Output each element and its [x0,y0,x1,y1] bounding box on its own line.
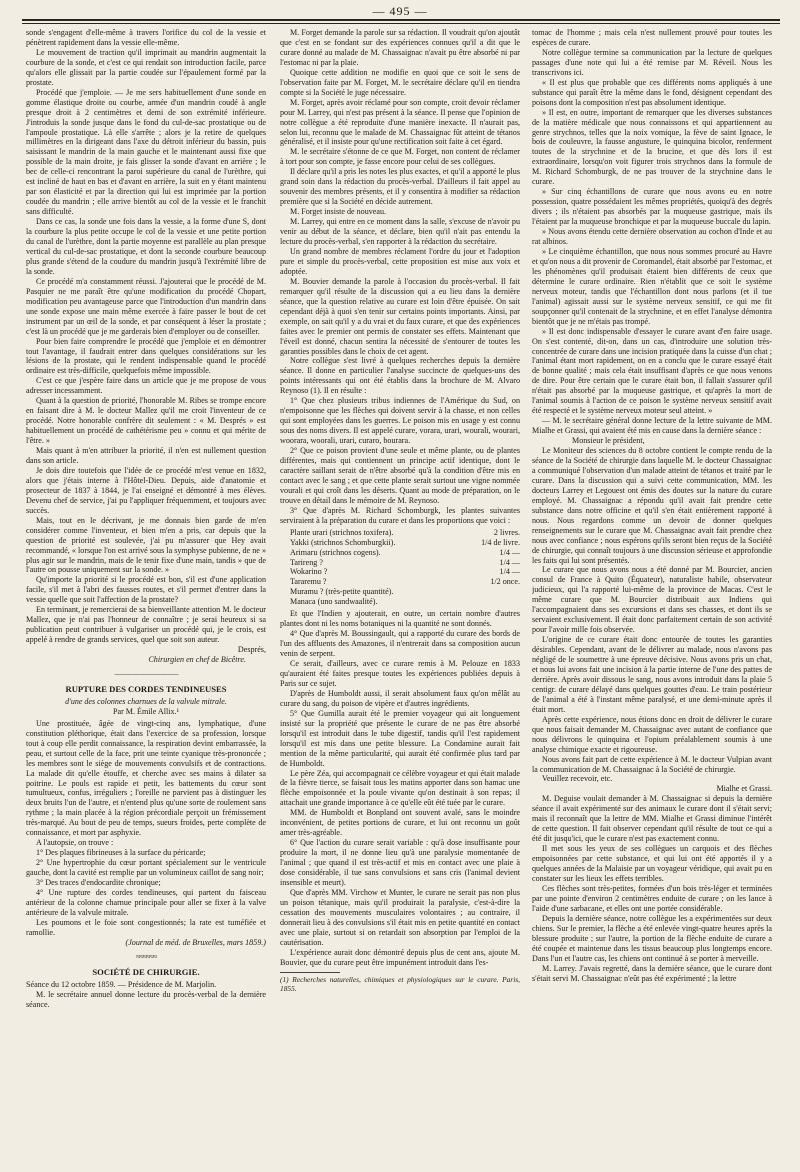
paragraph: 3° Que d'après M. Richard Schomburgk, les plantes suivantes serviraient à la préparation du curare et dans les proportions que voici : [280,505,520,525]
paragraph: Quant à la question de priorité, l'honorable M. Ribes se trompe encore en faisant dire à M. le docteur Mallez qu'il me croit l'inventeur de ce procédé. Notre honorable confrère dit seulement : « M. Després » est habituellement un procédé de cathétérisme peu » connu et qui mérite de l'être. » [26,396,266,446]
paragraph: Ce serait, d'ailleurs, avec ce curare remis à M. Pelouze en 1833 qu'auraient été faites presque toutes les expériences publiées depuis à Paris sur ce sujet. [280,659,520,688]
paragraph: Mais, tout en le décrivant, je me donnais bien garde de m'en considérer comme l'inventeur, et bien m'en a pris, car depuis que la question de priorité est soulevée, j'ai pu m'assurer que Hey avait recommandé, « lorsque l'on est arrivé sous la symphyse pubienne, de ne » plus agir sur le mandrin, mais de le tenir fixe d'une main, tandis » que de l'autre on pousse uniquement sur la sonde. » [26,515,266,575]
paragraph: Quoique cette addition ne modifie en quoi que ce soit le sens de l'observation faite par M. Forget, M. le secrétaire déclare qu'il en tiendra compte si la Société le juge nécessaire. [280,67,520,97]
article-author: Par M. Émile Allix.¹ [112,706,180,716]
paragraph: Le mouvement de traction qu'il imprimait au mandrin augmentait la courbure de la sonde, et c'est ce qui rendait son introduction facile, parce qu'alors elle glissait par la partie coudée sur l'épaulement formé par la prostate. [26,47,266,87]
list-item: 1° Des plaques fibrineuses à la surface du péricarde; [36,848,206,858]
paragraph: » Il est, en outre, important de remarquer que les diverses substances de la matière médicale que nous connaissons et qui appartiennent au genre strychnos, telles que la noix vomique, la fève de saint Ignace, le bois de couleuvre, la fausse angusture, le quinquina bicolor, renferment toutes de la strychnine et de la brucine, et que dès lors il est extraordinaire, lorsqu'on voit figurer trois strychnos dans la formule de M. Richard Schomburgk, de ne pas trouver de la strychnine dans le curare. [532,107,772,187]
paragraph: A l'autopsie, on trouve : [36,838,114,848]
paragraph: Ces flèches sont très-petites, formées d'un bois très-léger et terminées par une pointe d'environ 2 centimètres enduite de curare ; on les lance à l'aide d'une sarbacane, et elles ont une portée considérable. [532,883,772,913]
list-item: 3° Des traces d'endocardite chronique; [36,878,161,888]
signature-name: Després, [237,645,266,655]
paragraph: D'après de Humboldt aussi, il serait absolument faux qu'on mêlât au curare du sang, du poison de vipère et d'autres ingrédients. [280,688,520,708]
recipe-plant-name: Plante urari (strichnos toxifera). [290,527,394,537]
paragraph: — M. le secrétaire général donne lecture de la lettre suivante de MM. Mialhe et Grassi, qui avaient été mis en cause dans la dernière séance : [532,416,772,436]
recipe-plant-name: Yakki (strichnos Schomburgkii). [290,537,396,547]
paragraph: 1° Que chez plusieurs tribus indiennes de l'Amérique du Sud, on n'empoisonne que les flèches qui doivent servir à la chasse, et non celles qui sont employées dans les guerres. Le poison mis en usage y est connu sous des noms divers. Il est appelé curare, vorara, urari, wourali, wourari, woorara, woorali, urari, curaro, bourara. [280,396,520,446]
paragraph: Le curare que nous avons nous a été donné par M. Bourcier, ancien consul de France à Quito (Équateur), naturaliste habile, observateur judicieux, qui l'a rapporté lui-même de la province de Macas. C'est le même curare que M. Bourcier distribuait aux Indiens qui l'accompagnaient dans ses excursions et dans ses chasses, et dont ils se servaient exclusivement. Il était donc parfaitement certain de son activité pour l'avoir mille fois observée. [532,565,772,635]
paragraph: Mais quant à m'en attribuer la priorité, il n'en est nullement question dans son article. [26,446,266,465]
header-rule-thin [22,23,780,24]
paragraph: Nous avons fait part de cette expérience à M. le docteur Vulpian avant la communication de M. Chassaignac à la Société de chirurgie. [532,754,772,774]
column-1 [26,28,266,1166]
paragraph: M. Bouvier demande la parole à l'occasion du procès-verbal. Il fait remarquer qu'il résulte de la discussion qui a eu lieu dans la dernière séance, que la question relative au curare est loin d'être épuisée. On sait cependant déjà à quoi s'en tenir sur certains points importants. Ainsi, par exemple, on sait qu'il y a du vrai et du faux curare, et que des expériences faites avec le premier ont permis de constater ses effets. Maintenant que l'éveil est donné, chacun sentira la nécessité de s'entourer de toutes les garanties possibles dans le choix de cet agent. [280,276,520,356]
recipe-quantity: 1/4 — [499,557,520,567]
list-item: 2° Une hypertrophie du cœur portant spécialement sur le ventricule gauche, dont la cavité est remplie par un volumineux caillot de sang noir; [26,858,266,878]
salutation: Monsieur le président, [572,436,645,446]
recipe-plant-name: Tarireng ? [290,557,323,567]
paragraph: Il déclare qu'il a pris les notes les plus exactes, et qu'il a apporté le plus grand soin dans la rédaction du procès-verbal. D'ailleurs il fait appel au souvenir des membres présents, et il y consentira à modifier sa rédaction première que si la Société en décide autrement. [280,167,520,207]
footnote: (1) Recherches naturelles, chimiques et physiologiques sur le curare. Paris, 1855. [280,974,520,993]
section-title: SOCIÉTÉ DE CHIRURGIE. [92,966,200,977]
paragraph: L'expérience aurait donc démontré depuis plus de cent ans, ajoute M. Bouvier, que du curare peut être impunément introduit dans l'es- [280,947,520,967]
ornament-divider: ≈≈≈≈≈≈ [135,951,157,961]
paragraph: C'est ce que j'espère faire dans un article que je me propose de vous adresser incessamment. [26,376,266,396]
recipe-quantity: 1/4 — [499,547,520,557]
recipe-quantity: 1/4 — [499,567,520,577]
paragraph: M. le secrétaire s'étonne de ce que M. Forget, non content de réclamer à tort pour son compte, je fasse encore pour celui de ses collègues. [280,147,520,167]
column-2 [280,28,520,1166]
recipe-row [290,567,520,577]
paragraph: Depuis la dernière séance, notre collègue les a expérimentées sur deux chiens. Sur le premier, la flèche a été enlevée vingt-quatre heures après la blessure produite ; sur l'autre, la portion de la flèche enduite de curare a été coupée et maintenue dans les tissus beaucoup plus longtemps encore. Dans l'un et l'autre cas, les chiens ont continué à se porter à merveille. [532,913,772,963]
header-rule [22,19,780,21]
recipe-row [290,558,520,568]
paragraph: M. Deguise voulait demander à M. Chassaignac si depuis la dernière séance il avait expérimenté sur des animaux le curare dont il s'était servi; mais il reconnaît que la lettre de MM. Mialhe et Grassi diminue l'intérêt de cette question. Il fait observer cependant qu'il résulte de tout ce qui a été dit jusqu'ici, que le curare n'est pas exactement connu. [532,794,772,844]
paragraph: L'origine de ce curare était donc entourée de toutes les garanties désirables. Cependant, avant de le délivrer au malade, nous n'avons pas négligé de le soumettre à une épreuve décisive. Nous avons pris un chat, et nous lui avons fait une incision à la partie interne de l'une des pattes de derrière. Après avoir dissous le sang, nous avons introduit dans la plaie 5 centigr. de curare délayé dans quelques gouttes d'eau. Le train postérieur de l'animal a été à l'instant même paralysé, et une demi-minute après il était mort. [532,635,772,714]
paragraph: Le père Zéa, qui accompagnait ce célèbre voyageur et qui était malade de la fièvre tierce, se faisait tous les matins apporter dans son hamac une flèche empoisonnée et la poule vivante qu'on destinait à son repas; il attachait une grande importance à ce qu'elle eût été tuée par le curare. [280,768,520,808]
recipe-plant-name: Arimaru (strichnos cogens). [290,547,381,557]
paragraph: Une prostituée, âgée de vingt-cinq ans, lymphatique, d'une constitution pléthorique, était dans l'exercice de sa profession, lorsque tout à coup elle perdit connaissance, la respiration devint embarrassée, la peau, et surtout celle de la face, prit une teinte cyanique très-prononcée ; les membres sont le siège de mouvements convulsifs et de contractions. La malade dit qu'elle étouffe, et cherche avec ses mains à dilater sa poitrine. Le pouls est rapide et petit, les battements du cœur sont tumultueux, confus, irréguliers ; l'oreille ne parvient pas à distinguer les deux bruits l'un de l'autre, et n'entend plus qu'une sorte de roulement sans rythme ; la main placée à la région précordiale perçoit un frémissement très-marqué. Au bout de peu de temps, sueurs froides, perte complète de connaissance, et mort par asphyxie. [26,718,266,838]
recipe-quantity: 2 livres. [493,527,520,537]
recipe-row [290,587,520,597]
recipe-list [290,528,520,608]
paragraph: » Il est donc indispensable d'essayer le curare avant d'en faire usage. On s'est contenté, dit-on, dans un cas, d'introduire une solution très-concentrée de curare dans une incision pratiquée dans la cuisse d'un chat ; l'animal étant mort rapidement, on en a conclu que le curare essayé était de bonne qualité ; mais cela était insuffisant d'après ce que nous venons de dire. Pour être certain que le curare était bon, il fallait s'assurer qu'il n'était pas absorbé par la muqueuse gastrique, et qu'après la mort de l'animal soumis à l'action de ce poison le système nerveux sensitif avait été respecté et le système nerveux moteur seul atteint. » [532,326,772,416]
paragraph: Pour bien faire comprendre le procédé que j'emploie et en démontrer tout l'avantage, il faudrait entrer dans quelques considérations sur les lésions de la prostate, qui le rendent indispensable quand le procédé ordinaire est très-difficile, quelquefois même impossible. [26,336,266,376]
paragraph: Notre collègue s'est livré à quelques recherches depuis la dernière séance. Il donne en particulier l'analyse succincte de quelques-uns des points intéressants qui ont été établis dans la brochure de M. Alvaro Reynoso (1). Il en résulte : [280,356,520,396]
recipe-row [290,548,520,558]
recipe-row [290,597,520,607]
footnote-rule [280,972,340,973]
recipe-plant-name: Muramu ? (très-petite quantité). [290,587,394,597]
paragraph: M. le secrétaire annuel donne lecture du procès-verbal de la dernière séance. [26,989,266,1009]
recipe-plant-name: Manaca (uno sandwaalité). [290,597,378,607]
recipe-quantity: 1/2 once. [490,577,520,587]
paragraph: Après cette expérience, nous étions donc en droit de délivrer le curare que nous faisait demander M. Chassaignac avec autant de confiance que nous délivrons le quinquina et l'opium préalablement soumis à une analyse chimique exacte et rigoureuse. [532,714,772,754]
paragraph: Un grand nombre de membres réclament l'ordre du jour et l'adoption pure et simple du procès-verbal, cette proposition est mise aux voix et adoptée. [280,246,520,276]
paragraph: M. Forget demande la parole sur sa rédaction. Il voudrait qu'on ajoutât que c'est en se fondant sur des expériences connues qu'il a dit que le curare donné au malade de M. Chassaignac n'avait pu être absorbé ni par l'estomac ni par la plaie. [280,28,520,67]
signature: Mialhe et Grassi. [716,784,772,794]
paragraph: » Le cinquième échantillon, que nous nous sommes procuré au Havre et qu'on nous a dit provenir de Coromandel, était absorbé par l'estomac, et les phénomènes qu'il produisait étaient bien différents de ceux que détermine le curare ordinaire. Rien n'établit que ce soit le système nerveux moteur, tandis que l'échantillon dont nous parlons (et il tue l'animal) agissait aussi sur le système nerveux sensitif, ce qui me fit soupçonner qu'il contenait de la strychnine, et en effet l'analyse démontra bientôt que je ne m'étais pas trompé. [532,246,772,326]
column-3 [532,28,772,1166]
signature-title: Chirurgien en chef de Bicêtre. [148,655,246,665]
paragraph: Notre collègue termine sa communication par la lecture de quelques passages d'une note qui lui a été remise par M. Réveil. Nous les transcrivons ici. [532,47,772,77]
paragraph: Il met sous les yeux de ses collègues un carquois et des flèches empoisonnées par cette substance, et qui lui ont été apportés il y a quelques années de la Malaisie par un voyageur véridique, qui avait pu en constater sur les lieux les effets terribles. [532,844,772,884]
paragraph: Le Moniteur des sciences du 8 octobre contient le compte rendu de la séance de la Société de chirurgie dans laquelle M. le docteur Chassaignac a communiqué l'observation d'un malade atteint de tétanos et traité par le curare. Dans la discussion qui a suivi cette communication, MM. les docteurs Larrey et Legouest ont émis des doutes sur la nature du curare employé. M. Chassaignac a répondu qu'il avait fait prendre cette substance dans notre officine et qu'il s'en était entièrement rapporté à nous. Nous regardons comme un devoir de donner quelques renseignements sur le curare que M. Chassaignac avait fait prendre chez nous avec confiance ; nous espérons qu'ils seront bien reçus de la Société de chirurgie, qui connaît toujours à une discussion sérieuse et approfondie les faits qui lui sont présentés. [532,446,772,565]
session-line: Séance du 12 octobre 1859. — Présidence de M. Marjolin. [26,979,217,989]
article-subtitle: d'une des colonnes charnues de la valvule mitrale. [65,696,227,706]
paragraph: Qu'importe la priorité si le procédé est bon, s'il est d'une application facile, s'il met à l'abri des fausses routes, et s'il permet d'entrer dans la vessie quelle que soit l'affection de la prostate? [26,575,266,605]
article-title: RUPTURE DES CORDES TENDINEUSES [65,683,227,694]
paragraph: Ce procédé m'a constamment réussi. J'ajouterai que le procédé de M. Pasquier ne me paraît être qu'une modification du procédé Chopart, modification peu avantageuse parce que l'introduction d'un mandrin dans une sonde expose une main même exercée à faire passer le bout de cet instrument par un œil de la sonde, et par conséquent à léser la prostate ; c'est là un procédé que je me garderais bien d'employer ou de conseiller. [26,276,266,336]
paragraph: 4° Que d'après M. Boussingault, qui a rapporté du curare des bords de l'un des affluents des Amazones, il n'entrerait dans sa composition aucun venin de serpent. [280,629,520,659]
paragraph: Veuillez recevoir, etc. [542,774,613,784]
recipe-quantity: 1/4 de livre. [481,537,520,547]
paragraph: Dans ce cas, la sonde une fois dans la vessie, a la forme d'une S, dont la courbure la plus petite occupe le col de la vessie et une petite portion du canal de l'urèthre, dont la partie moyenne est parallèle au plan presque vertical du cul-de-sac prostatique, et dont la seconde courbure beaucoup plus grande s'étend de la coudure du mandrin jusqu'à l'extrémité libre de la sonde. [26,217,266,276]
paragraph: MM. de Humboldt et Bonpland ont souvent avalé, sans le moindre inconvénient, de petites portions de curare, et lui ont reconnu un goût amer très-agréable. [280,808,520,838]
paragraph: » Sur cinq échantillons de curare que nous avons eu en notre possession, quatre possédaient les mêmes propriétés, quoiqu'à des degrés divers ; ils n'étaient pas absorbés par la muqueuse gastrique, mais ils l'étaient par la muqueuse bronchique et par la muqueuse buccale du lapin. [532,187,772,227]
paragraph: 5° Que Gumilla aurait été le premier voyageur qui ait longuement insisté sur la propriété que présente le curare de ne pas être absorbé lorsqu'il est introduit dans le tube digestif, tandis qu'il l'est rapidement lorsqu'il est mis dans une petite blessure. La Condamine aurait fait mention de la même particularité, qui aurait été confirmée plus tard par de Humboldt. [280,708,520,768]
recipe-plant-name: Wokarino ? [290,567,328,577]
recipe-plant-name: Tararemu ? [290,577,327,587]
recipe-row [290,528,520,538]
paragraph: M. Larrey. J'avais regretté, dans la dernière séance, que le curare dont s'était servi M. Chassaignac n'eût pas été expérimenté ; la lettre [532,963,772,983]
paragraph: En terminant, je remercierai de sa bienveillante attention M. le docteur Mallez, que je n'ai pas l'honneur de connaître ; je serai heureux si sa publication peut contribuer à vulgariser un procédé qui, je le crois, est appelé à rendre de grands services, quel que soit son auteur. [26,605,266,645]
paragraph: sonde s'engagent d'elle-même à travers l'orifice du col de la vessie et pénètrent rapidement dans la vessie elle-même. [26,28,266,47]
paragraph: Les poumons et le foie sont congestionnés; la rate est tuméfiée et ramollie. [26,917,266,937]
paragraph: M. Larrey, qui entre en ce moment dans la salle, s'excuse de n'avoir pu venir au début de la séance, et déclare, bien qu'il n'ait pas entendu la lecture du procès-verbal, s'en rapporter à la rédaction du secrétaire. [280,217,520,247]
paragraph: tomac de l'homme ; mais cela n'est nullement prouvé pour toutes les espèces de curare. [532,28,772,47]
paragraph: Que d'après MM. Virchow et Munter, le curare ne serait pas non plus un poison tétanique, mais qu'il produirait la paralysie, c'est-à-dire la cessation des mouvements musculaires volontaires ; au contraire, il donnerait lieu à des convulsions s'il était mis en petite quantité en contact avec une plaie, surtout si on retardait son absorption par l'emploi de la cautérisation. [280,887,520,947]
recipe-row [290,577,520,587]
recipe-row [290,538,520,548]
paragraph: M. Forget insiste de nouveau. [290,207,387,217]
page-number: — 495 — [372,4,428,18]
paragraph: 6° Que l'action du curare serait variable : qu'à dose insuffisante pour produire la mort, il ne donne lieu qu'à une paralysie momentanée de l'animal ; que quand il est très-actif et mis en contact avec une plaie à dose considérable, il tue sans convulsions et sans cris (l'animal devient insensible et meurt). [280,838,520,888]
paragraph: 2° Que ce poison provient d'une seule et même plante, ou de plantes différentes, mais qui contiennent un principe actif identique, dont le caractère saillant serait de n'être absorbé qu'à la condition d'être mis en contact avec le sang ; et que cette plante serait surtout une vigne nommée vourali et qui croît dans les déserts. Quant au mode de préparation, on le trouve en détail dans le mémoire de M. Reynoso. [280,446,520,505]
paragraph: M. Forget, après avoir réclamé pour son compte, croit devoir réclamer pour M. Larrey, qui n'est pas présent à la séance. Il pense que l'opinion de notre collègue a été reproduite d'une manière inexacte. Il n'aurait pas, selon lui, reconnu que le malade de M. Chassaignac fût atteint de tétanos généralisé, et il insiste pour qu'une rectification soit faite à cet égard. [280,97,520,147]
paragraph: » Nous avons étendu cette dernière observation au cochon d'Inde et au rat albinos. [532,227,772,247]
paragraph: Je dois dire toutefois que l'idée de ce procédé m'est venue en 1832, alors que j'étais interne à l'Hôtel-Dieu. Depuis, aide d'anatomie et prosecteur de 1837 à 1844, je l'ai enseigné et démontré à mes élèves. Devenu chef de service, j'ai pu l'appliquer fréquemment, et toujours avec succès. [26,465,266,515]
paragraph: Et que l'Indien y ajouterait, en outre, un certain nombre d'autres plantes dont ni les noms botaniques ni la quantité ne sont donnés. [280,609,520,629]
ornament-divider: ————————— [114,669,178,678]
list-item: 4° Une rupture des cordes tendineuses, qui partent du faisceau antérieur de la colonne charnue principale pour aller se fixer à la valve antérieure de la valvule mitrale. [26,888,266,917]
source-citation: (Journal de méd. de Bruxelles, mars 1859.) [125,937,266,947]
paragraph: « Il est plus que probable que ces différents noms appliqués à une substance qui paraît être la même dans le fond, désignent cependant des poisons dont la composition n'est pas absolument identique. [532,77,772,107]
paragraph: Procédé que j'emploie. — Je me sers habituellement d'une sonde en gomme élastique droite ou courbe, armée d'un mandrin coudé à angle presque droit à 2 centimètres et demi de son extrémité inférieure. J'introduis la sonde jusque dans le fond du cul-de-sac prostatique ou de l'ampoule prostatique. Là elle s'arrête ; alors je la retire de quelques millimètres en la dirigeant dans l'axe du détroit inférieur du bassin, puis saisissant le mandrin de la main gauche et le maintenant aussi fixe que possible de la main droite, je fais glisser la sonde d'avant en arrière ; le bec de celle-ci rencontrant la paroi supérieure du canal de l'urèthre, qui est incliné de haut en bas et d'avant en arrière, la suit en y étant maintenu par son élasticité et par la direction qui lui est imprimée par la portion coudée du mandrin ; elle arrive bientôt au col de la vessie et le franchit sans difficulté. [26,87,266,217]
